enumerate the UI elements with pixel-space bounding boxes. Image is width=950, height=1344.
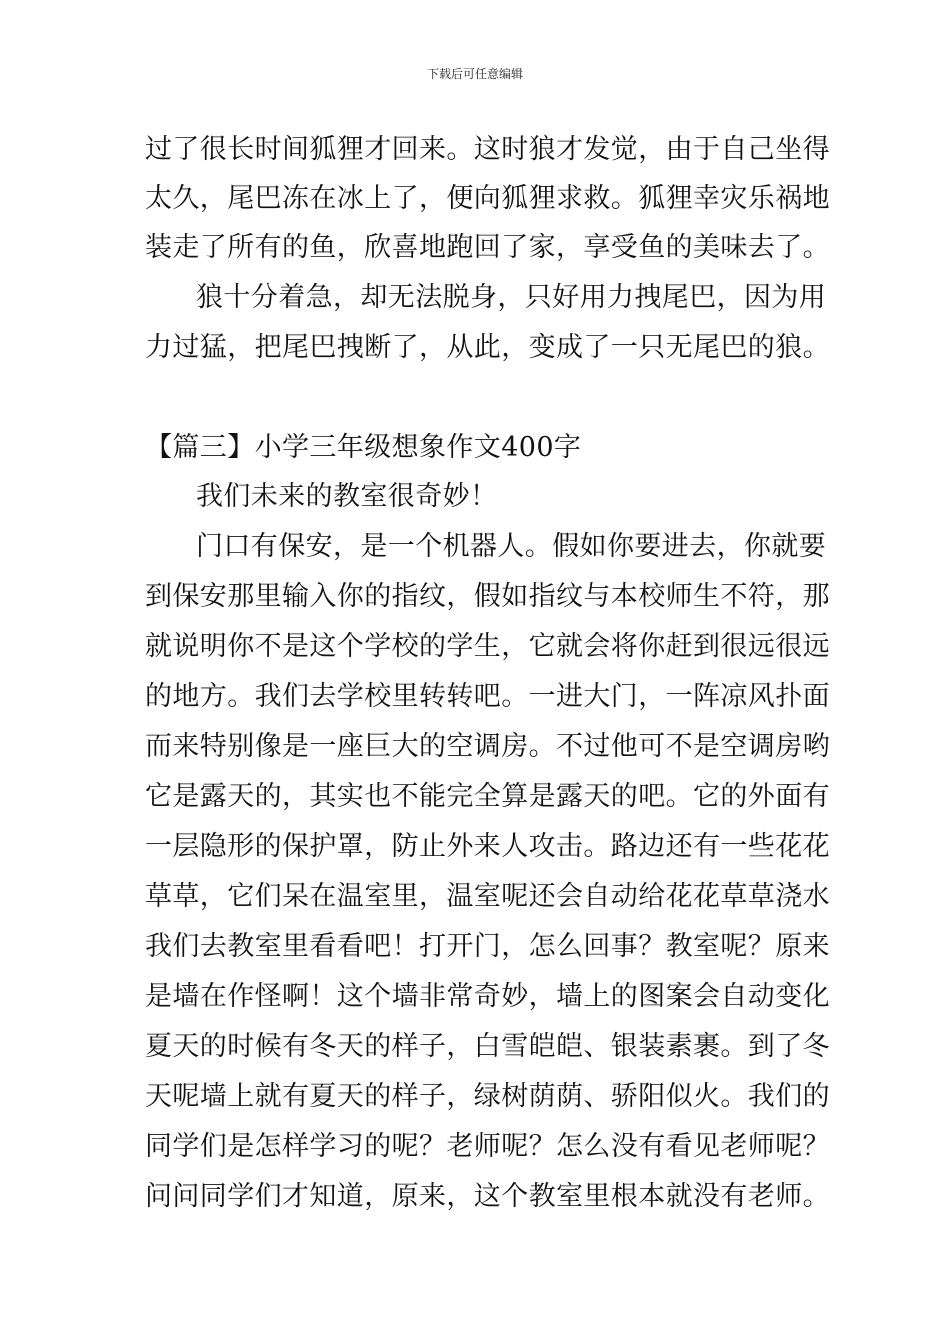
- paragraph-line: 到保安那里输入你的指纹，假如指纹与本校师生不符，那: [145, 581, 830, 612]
- paragraph-line: 问问同学们才知道，原来，这个教室里根本就没有老师。: [145, 1181, 830, 1212]
- paragraph-line: 的地方。我们去学校里转转吧。一进大门，一阵凉风扑面: [145, 681, 830, 712]
- paragraph-line: 天呢墙上就有夏天的样子，绿树荫荫、骄阳似火。我们的: [145, 1081, 830, 1112]
- paragraph-line: 狼十分着急，却无法脱身，只好用力拽尾巴，因为用: [196, 282, 827, 313]
- paragraph-line: 过了很长时间狐狸才回来。这时狼才发觉，由于自己坐得: [145, 134, 830, 165]
- page-header: 下载后可任意编辑: [426, 67, 523, 81]
- paragraph-line: 我们去教室里看看吧！打开门，怎么回事？教室呢？原来: [145, 931, 830, 962]
- paragraph-line: 草草，它们呆在温室里，温室呢还会自动给花花草草浇水: [145, 881, 830, 912]
- paragraph-line: 一层隐形的保护罩，防止外来人攻击。路边还有一些花花: [145, 831, 830, 862]
- paragraph-line: 夏天的时候有冬天的样子，白雪皑皑、银装素裹。到了冬: [145, 1031, 830, 1062]
- paragraph-line: 是墙在作怪啊！这个墙非常奇妙，墙上的图案会自动变化: [145, 981, 830, 1012]
- paragraph-line: 力过猛，把尾巴拽断了，从此，变成了一只无尾巴的狼。: [145, 332, 830, 363]
- paragraph-line: 门口有保安，是一个机器人。假如你要进去，你就要: [196, 531, 827, 562]
- paragraph-line: 而来特别像是一座巨大的空调房。不过他可不是空调房哟: [145, 731, 830, 762]
- section-title: 【篇三】小学三年级想象作文400字: [145, 432, 582, 463]
- paragraph-line: 装走了所有的鱼，欣喜地跑回了家，享受鱼的美味去了。: [145, 232, 830, 263]
- paragraph-line: 同学们是怎样学习的呢？老师呢？怎么没有看见老师呢？: [145, 1131, 830, 1162]
- paragraph-line: 就说明你不是这个学校的学生，它就会将你赶到很远很远: [145, 631, 830, 662]
- paragraph-line: 它是露天的，其实也不能完全算是露天的吧。它的外面有: [145, 781, 830, 812]
- paragraph-line: 我们未来的教室很奇妙！: [196, 481, 498, 512]
- paragraph-line: 太久，尾巴冻在冰上了，便向狐狸求救。狐狸幸灾乐祸地: [145, 183, 830, 214]
